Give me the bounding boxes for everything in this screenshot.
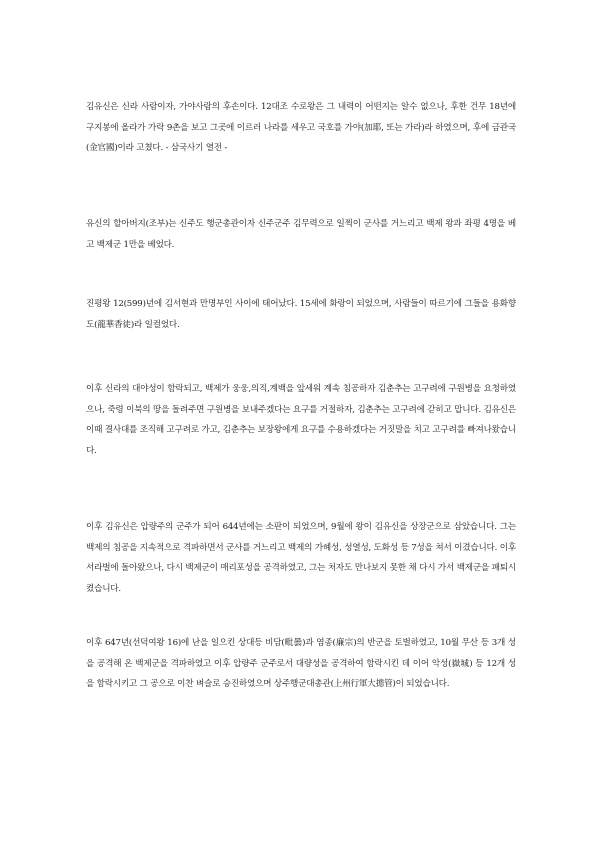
- paragraph-3: 진평왕 12(599)년에 김서현과 만명부인 사이에 태어났다. 15세에 화랑이 되었으며, 사람들이 따르기에 그들을 용화향도(龍華香徒)라 일컬었다.: [86, 299, 516, 330]
- paragraph-5: 이후 김유신은 압량주의 군주가 되어 644년에는 소판이 되었으며, 9월에 왕이 김유신을 상장군으로 삼았습니다. 그는 백제의 침공을 지속적으로 격파하면서 군사를 거느리고 백제의 가혜성, 성열성, 도화성 등 7성을 쳐서 이겼습니다. 이후 서라벌에 돌아왔으나, 다시 백제군이 매리포성을 공격하였고, 그는 처자도 만나보지 못한 채 다시 가서 백제군을 패퇴시켰습니다.: [86, 522, 516, 594]
- paragraph-4: 이후 신라의 대야성이 함락되고, 백제가 웅웅,의직,계백을 앞세워 계속 침공하자 김춘추는 고구려에 구원병을 요청하였으나, 죽령 이북의 땅을 돌려주면 구원병을 보내주겠다는 요구를 거절하자, 김춘추는 고구려에 갇히고 맙니다. 김유신은 이때 결사대를 조직해 고구려로 가고, 김춘추는 보장왕에게 요구를 수용하겠다는 거짓말을 치고 고구려를 빠져나왔습니다.: [86, 384, 516, 456]
- paragraph-6: 이후 647년(선덕여왕 16)에 난을 일으킨 상대등 비담(毗曇)과 염종(廉宗)의 반군을 토벌하였고, 10월 무산 등 3개 성을 공격해 온 백제군을 격파하였고 이후 압량주 군주로서 대량성을 공격하여 함락시킨 데 이어 악성(嶽城) 등 12개 성을 함락시키고 그 공으로 이찬 벼슬로 승진하였으며 상주행군대총관(上州行軍大摠管)이 되었습니다.: [86, 638, 516, 689]
- paragraph-2: 유신의 할아버지(조부)는 신주도 행군총관이자 신주군주 김무력으로 일찍이 군사를 거느리고 백제 왕과 좌평 4명을 베고 백제군 1만을 베었다.: [86, 219, 516, 250]
- paragraph-1: 김유신은 신라 사람이자, 가야사람의 후손이다. 12대조 수로왕은 그 내력이 어떤지는 알수 없으나, 후한 건무 18년에 구지봉에 올라가 가락 9촌을 보고 그곳에 이르러 나라를 세우고 국호를 가야(加耶, 또는 가라)라 하였으며, 후에 금관국(金官國)이라 고쳤다. - 삼국사기 열전 -: [86, 102, 516, 153]
